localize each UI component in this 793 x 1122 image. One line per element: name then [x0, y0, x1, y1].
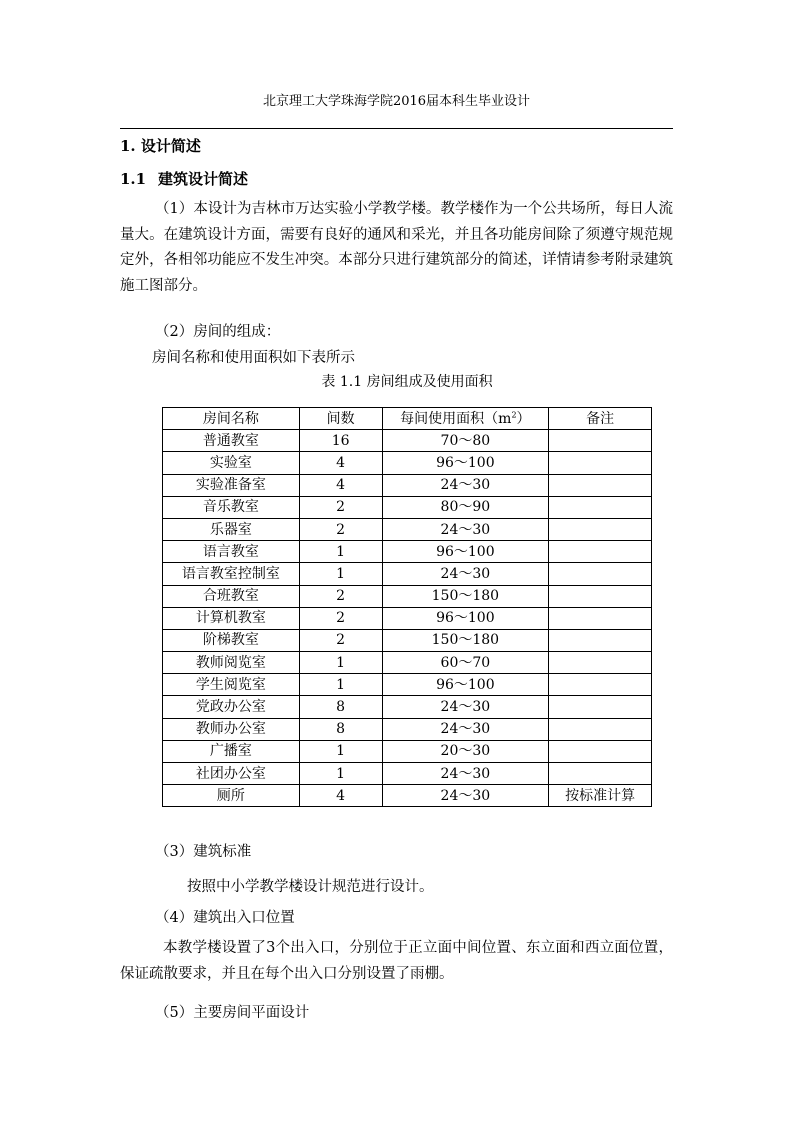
cell-room-area: 70～80	[382, 430, 549, 452]
cell-room-note	[549, 496, 652, 518]
table-row	[163, 474, 652, 496]
cell-room-count: 2	[299, 629, 382, 651]
section-heading: 1. 设计简述	[120, 137, 201, 155]
cell-room-note	[549, 652, 652, 674]
cell-room-count: 1	[299, 563, 382, 585]
cell-room-note	[549, 430, 652, 452]
table-row	[163, 607, 652, 629]
table-row	[163, 652, 652, 674]
cell-room-note	[549, 718, 652, 740]
cell-room-note	[549, 541, 652, 563]
table-row	[163, 629, 652, 651]
subsection-title: 建筑设计简述	[158, 170, 249, 188]
entrance-heading: （4）建筑出入口位置	[155, 910, 295, 926]
cell-room-note	[549, 763, 652, 785]
cell-room-name: 学生阅览室	[163, 674, 300, 696]
cell-room-count: 2	[299, 496, 382, 518]
cell-room-name: 阶梯教室	[163, 629, 300, 651]
cell-room-note	[549, 452, 652, 474]
column-header-name: 房间名称	[163, 408, 300, 430]
cell-room-name: 普通教室	[163, 430, 300, 452]
table-row	[163, 541, 652, 563]
cell-room-area: 24～30	[382, 474, 549, 496]
table-row	[163, 785, 652, 807]
table-header-row	[163, 408, 652, 430]
area-header-text: 每间使用面积（m	[400, 410, 512, 427]
cell-room-count: 8	[299, 718, 382, 740]
standard-heading: （3）建筑标准	[155, 844, 252, 860]
cell-room-note	[549, 563, 652, 585]
cell-room-count: 4	[299, 785, 382, 807]
cell-room-note	[549, 629, 652, 651]
cell-room-count: 8	[299, 696, 382, 718]
cell-room-area: 150～180	[382, 629, 549, 651]
cell-room-name: 乐器室	[163, 518, 300, 540]
cell-room-area: 96～100	[382, 607, 549, 629]
cell-room-note	[549, 585, 652, 607]
cell-room-name: 实验准备室	[163, 474, 300, 496]
cell-room-area: 96～100	[382, 674, 549, 696]
cell-room-area: 60～70	[382, 652, 549, 674]
cell-room-area: 24～30	[382, 763, 549, 785]
cell-room-note	[549, 674, 652, 696]
header-divider	[120, 128, 673, 129]
cell-room-name: 厕所	[163, 785, 300, 807]
cell-room-name: 社团办公室	[163, 763, 300, 785]
subsection-number: 1.1	[120, 170, 147, 188]
cell-room-area: 24～30	[382, 563, 549, 585]
table-row	[163, 452, 652, 474]
cell-room-area: 20～30	[382, 740, 549, 762]
standard-text: 按照中小学教学楼设计规范进行设计。	[187, 879, 434, 895]
table-row	[163, 696, 652, 718]
table-row	[163, 718, 652, 740]
cell-room-note	[549, 474, 652, 496]
table-row	[163, 518, 652, 540]
entrance-paragraph: 本教学楼设置了3个出入口，分别位于正立面中间位置、东立面和西立面位置，保证疏散要求，并且在每个出入口分别设置了雨棚。	[120, 940, 673, 982]
cell-room-name: 教师阅览室	[163, 652, 300, 674]
cell-room-count: 2	[299, 585, 382, 607]
cell-room-name: 广播室	[163, 740, 300, 762]
cell-room-area: 96～100	[382, 452, 549, 474]
cell-room-name: 教师办公室	[163, 718, 300, 740]
area-header-close: ）	[516, 410, 531, 427]
cell-room-area: 24～30	[382, 718, 549, 740]
cell-room-name: 语言教室控制室	[163, 563, 300, 585]
table-row	[163, 740, 652, 762]
cell-room-note	[549, 740, 652, 762]
table-row	[163, 496, 652, 518]
column-header-count: 间数	[299, 408, 382, 430]
cell-room-name: 党政办公室	[163, 696, 300, 718]
plan-heading: （5）主要房间平面设计	[155, 1005, 310, 1021]
cell-room-count: 1	[299, 740, 382, 762]
cell-room-count: 1	[299, 674, 382, 696]
cell-room-area: 150～180	[382, 585, 549, 607]
column-header-area	[382, 408, 549, 430]
table-caption: 表 1.1 房间组成及使用面积	[321, 374, 493, 390]
table-row	[163, 563, 652, 585]
room-composition-heading: （2）房间的组成：	[155, 324, 281, 340]
cell-room-area: 80～90	[382, 496, 549, 518]
cell-room-area: 24～30	[382, 785, 549, 807]
cell-room-name: 语言教室	[163, 541, 300, 563]
cell-room-area: 24～30	[382, 696, 549, 718]
cell-room-count: 2	[299, 518, 382, 540]
page-header-title: 北京理工大学珠海学院2016届本科生毕业设计	[262, 94, 531, 109]
cell-room-note: 按标准计算	[549, 785, 652, 807]
cell-room-count: 1	[299, 541, 382, 563]
intro-paragraph: （1）本设计为吉林市万达实验小学教学楼。教学楼作为一个公共场所，每日人流量大。在建筑设计方面，需要有良好的通风和采光，并且各功能房间除了须遵守规范规定外，各相邻功能应不发生冲突。本部分只进行建筑部分的简述，详情请参考附录建筑施工图部分。	[120, 201, 673, 294]
cell-room-name: 实验室	[163, 452, 300, 474]
cell-room-count: 16	[299, 430, 382, 452]
area-header-superscript: 2	[511, 409, 517, 419]
table-row	[163, 585, 652, 607]
cell-room-note	[549, 607, 652, 629]
table-row	[163, 763, 652, 785]
cell-room-name: 音乐教室	[163, 496, 300, 518]
room-table	[162, 407, 652, 807]
cell-room-count: 1	[299, 652, 382, 674]
table-row	[163, 430, 652, 452]
table-row	[163, 674, 652, 696]
room-table-note: 房间名称和使用面积如下表所示	[152, 350, 355, 366]
cell-room-area: 96～100	[382, 541, 549, 563]
cell-room-name: 合班教室	[163, 585, 300, 607]
cell-room-count: 2	[299, 607, 382, 629]
cell-room-area: 24～30	[382, 518, 549, 540]
cell-room-note	[549, 518, 652, 540]
column-header-note: 备注	[549, 408, 652, 430]
cell-room-count: 4	[299, 452, 382, 474]
cell-room-name: 计算机教室	[163, 607, 300, 629]
cell-room-count: 1	[299, 763, 382, 785]
cell-room-note	[549, 696, 652, 718]
subsection-heading	[120, 168, 248, 190]
cell-room-count: 4	[299, 474, 382, 496]
